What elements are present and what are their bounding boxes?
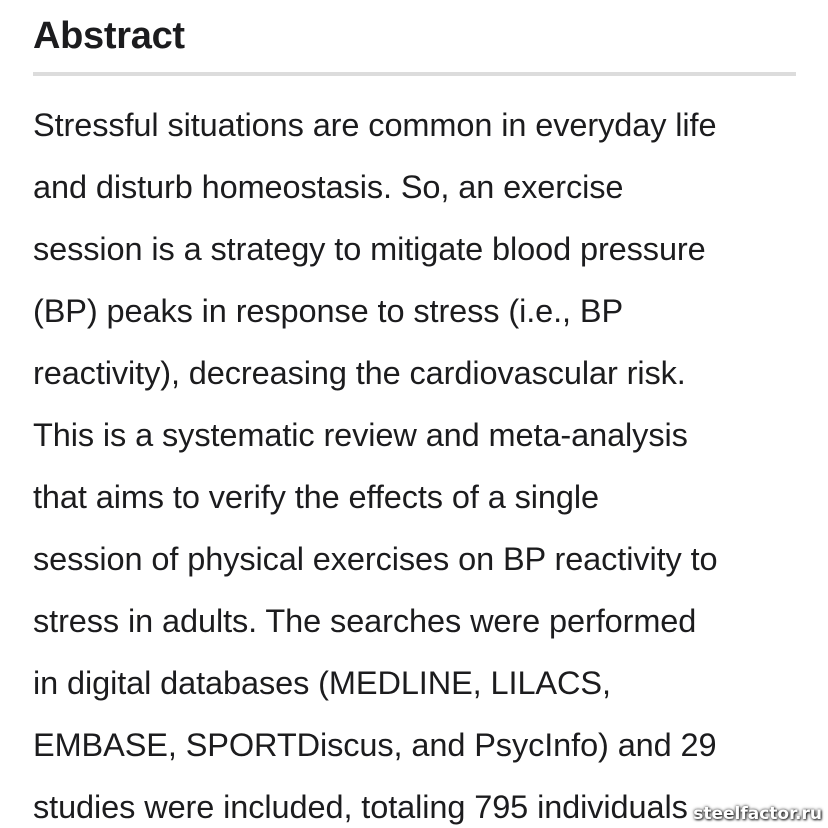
abstract-line-8: session of physical exercises on BP reactivity to <box>33 541 718 577</box>
abstract-heading: Abstract <box>33 15 185 57</box>
abstract-line-2: and disturb homeostasis. So, an exercise <box>33 169 624 205</box>
abstract-line-6: This is a systematic review and meta-analysis <box>33 417 688 453</box>
abstract-line-11: EMBASE, SPORTDiscus, and PsycInfo) and 29 <box>33 727 717 763</box>
abstract-line-3: session is a strategy to mitigate blood pressure <box>33 231 706 267</box>
abstract-line-1: Stressful situations are common in everyday life <box>33 107 717 143</box>
watermark: steelfactor.ru <box>693 804 822 824</box>
abstract-line-4: (BP) peaks in response to stress (i.e., BP <box>33 293 624 329</box>
abstract-line-12: studies were included, totaling 795 individuals <box>33 789 688 825</box>
heading-divider <box>33 72 796 76</box>
abstract-line-7: that aims to verify the effects of a single <box>33 479 599 515</box>
abstract-line-5: reactivity), decreasing the cardiovascular risk. <box>33 355 686 391</box>
abstract-line-9: stress in adults. The searches were performed <box>33 603 697 639</box>
abstract-line-10: in digital databases (MEDLINE, LILACS, <box>33 665 611 701</box>
